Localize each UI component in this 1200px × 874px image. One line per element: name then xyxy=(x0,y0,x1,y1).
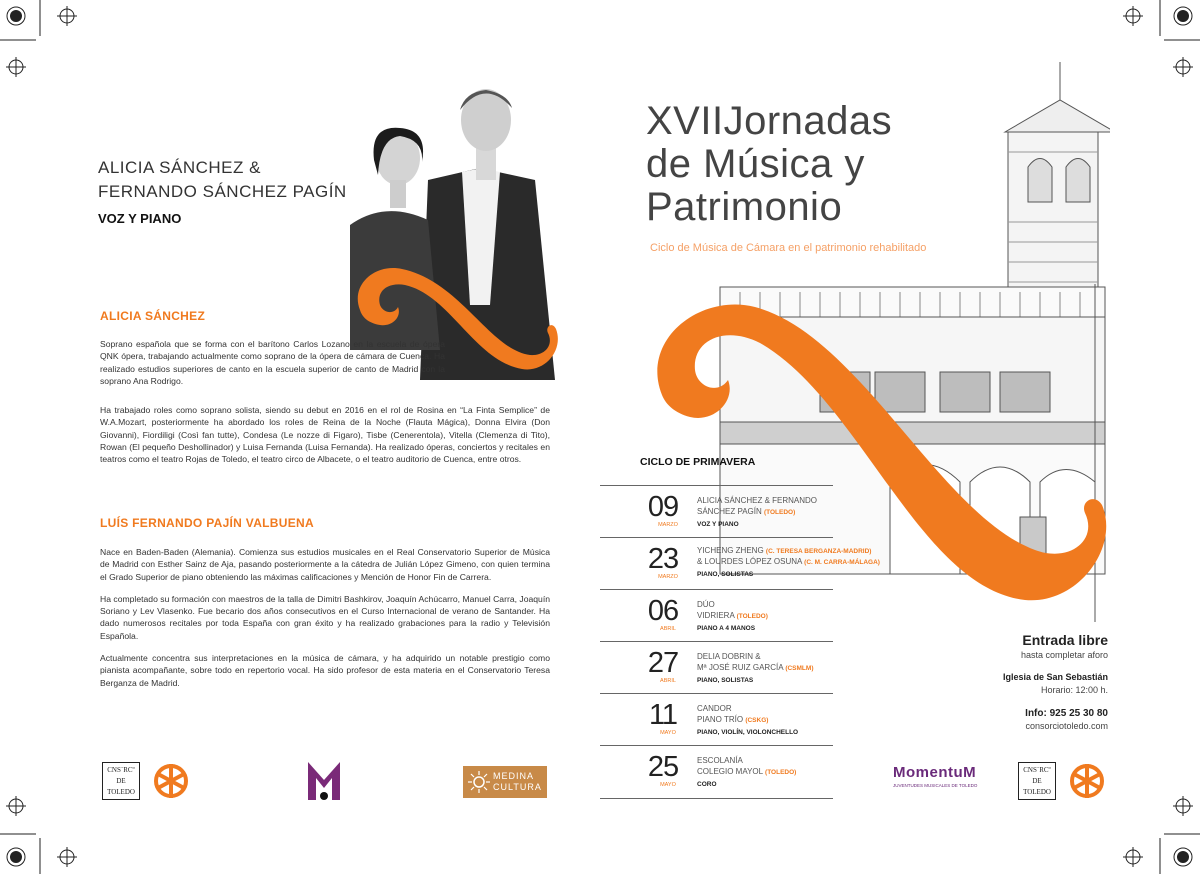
medina-cultura-logo xyxy=(463,766,547,798)
event-performer-line-2 xyxy=(697,556,880,568)
event-day: 06 xyxy=(647,595,679,627)
venue: Iglesia de San Sebastián xyxy=(1002,672,1108,682)
event-instrument: PIANO, SOLISTAS xyxy=(697,571,754,578)
event-performer-name: VIDRIERA xyxy=(697,611,735,620)
momentum-logo-subtext: JUVENTUDES MUSICALES DE TOLEDO xyxy=(893,783,978,788)
event-performer-line-2 xyxy=(697,766,796,778)
event-performer-line-1: CANDOR xyxy=(697,704,732,713)
bio-alicia-part2 xyxy=(100,404,550,475)
event-instrument: PIANO, SOLISTAS xyxy=(697,677,754,684)
cycle-title: CICLO DE PRIMAVERA xyxy=(640,456,756,468)
bio-luis-p1: Nace en Baden-Baden (Alemania). Comienza sus estudios musicales en el Real Conservatorio Superior de Música de Madrid con Esther Sainz de Aja, pasando posteriormente a la cátedra de Julián López Gimeno, con quien termina el Grado Superior de piano obteniendo las máximas calificaciones y Mención de Honor Fin de Carrera. xyxy=(100,547,550,582)
event-origin: (TOLEDO) xyxy=(736,613,768,620)
knot-emblem-icon-left xyxy=(150,760,192,802)
event-instrument: PIANO A 4 MANOS xyxy=(697,625,756,632)
event-origin: (TOLEDO) xyxy=(763,509,796,516)
event-performer-line-2 xyxy=(697,714,768,726)
performers-line-1: ALICIA SÁNCHEZ & xyxy=(98,158,261,177)
event-instrument: VOZ Y PIANO xyxy=(697,521,739,528)
event-performer-line-2 xyxy=(697,610,768,622)
event-instrument: PIANO, VIOLÍN, VIOLONCHELLO xyxy=(697,729,799,736)
event-performer-name: COLEGIO MAYOL xyxy=(697,767,763,776)
event-day: 23 xyxy=(647,543,679,575)
performers-line-2: FERNANDO SÁNCHEZ PAGÍN xyxy=(98,182,347,201)
performers-title xyxy=(98,156,347,204)
festival-title xyxy=(646,100,892,229)
event-month: ABRIL xyxy=(660,626,676,632)
festival-title-line-2: de Música y xyxy=(646,142,865,186)
event-performer-name: Mª JOSÉ RUIZ GARCÍA xyxy=(697,663,784,672)
event-origin: (C. M. CARRA-MÁLAGA) xyxy=(804,559,880,566)
event-performer-name: SÁNCHEZ PAGÍN xyxy=(697,507,762,516)
knot-emblem-icon-right xyxy=(1066,760,1108,802)
event-performer-line-2 xyxy=(697,506,795,518)
event-performer-line-1: ALICIA SÁNCHEZ & FERNANDO xyxy=(697,496,818,505)
event-day: 27 xyxy=(647,647,679,679)
festival-title-line-1: XVIIJornadas xyxy=(646,99,893,143)
consorcio-logo-text-2: DE xyxy=(116,777,126,785)
event-day: 09 xyxy=(647,491,679,523)
consorcio-logo-text-1: CNS´RCº xyxy=(107,766,135,774)
event-origin: (CSMLM) xyxy=(785,665,814,672)
festival-title-line-3: Patrimonio xyxy=(646,185,843,229)
bio-alicia-part1 xyxy=(100,338,445,397)
event-month: ABRIL xyxy=(660,678,676,684)
event-month: MAYO xyxy=(660,730,676,736)
consorcio-logo-text-1: CNS´RCº xyxy=(1023,766,1051,774)
event-performer-name: & LOURDES LÓPEZ OSUNA xyxy=(697,557,802,566)
event-origin: (TOLEDO) xyxy=(765,769,797,776)
entrance-free: Entrada libre xyxy=(1022,632,1108,648)
performance-subtitle: VOZ Y PIANO xyxy=(98,211,182,226)
bio-luis-p2: Ha completado su formación con maestros de la talla de Dimitri Bashkirov, Joaquín Achúcarro, Manuel Carra, Joaquín Soriano y Lev Vlasenko. Fue becario dos años consecutivos en el Curso Internacional de verano de Santander. Ha dado numerosos recitales por toda España con gran éxito y ha realizado grabaciones para la radio y Televisión Española. xyxy=(100,593,550,641)
event-performer-name: YICHENG ZHENG xyxy=(697,546,764,555)
event-performer-line-2 xyxy=(697,662,814,674)
consorcio-logo-text-2: DE xyxy=(1032,777,1042,785)
medina-logo-text-2: CULTURA xyxy=(493,782,542,792)
event-performer-name: PIANO TRÍO xyxy=(697,715,744,724)
bio-title-luis: LUÍS FERNANDO PAJÍN VALBUENA xyxy=(100,516,314,530)
event-performer-line-1: DELIA DOBRIN & xyxy=(697,652,761,661)
info-phone: Info: 925 25 30 80 xyxy=(1025,708,1108,719)
bio-title-alicia: ALICIA SÁNCHEZ xyxy=(100,309,206,323)
event-day: 11 xyxy=(648,699,678,731)
capacity-note: hasta completar aforo xyxy=(1020,650,1108,660)
bio-luis xyxy=(100,546,550,699)
event-item xyxy=(600,537,880,590)
m-logo-icon xyxy=(306,758,342,802)
medina-logo-text-1: MEDINA xyxy=(493,771,535,781)
consorcio-logo-text-3: TOLEDO xyxy=(1023,788,1051,796)
bio-alicia-p2: Ha trabajado roles como soprano solista, siendo su debut en 2016 en el rol de Rosina en “La Finta Semplice” de W.A.Mozart, posteriormente ha abordado los roles de Reina de la Noche (Flauta Mágica), Donna Elvira (Don Giovanni), Fiordiligi (Così fan tutte), Condesa (Le nozze di Figaro), Tisbe (Cenerentola), Vitella (Clemenza di Tito), Rowan (El pequeño Deshollinador) y Luisa Fernanda (Luisa Fernanda). Ha realizado óperas, conciertos y recitales en teatros como el teatro Rojas de Toledo, el teatro circo de Albacete, o el teatro auditorio de Cuenca, entre otros. xyxy=(100,405,550,465)
event-instrument: CORO xyxy=(697,781,717,788)
schedule: Horario: 12:00 h. xyxy=(1040,685,1108,695)
event-performer-line-1: DÚO xyxy=(697,600,715,609)
sun-icon xyxy=(468,771,490,793)
bio-luis-p3: Actualmente concentra sus interpretaciones en la música de cámara, y ha adquirido un notable prestigio como pianista acompañante, sobre todo en repertorio vocal. Ha sido profesor de esta materia en el Conservatorio Teresa Berganza de Madrid. xyxy=(100,653,550,688)
consorcio-logo-text-3: TOLEDO xyxy=(107,788,135,796)
event-month: MARZO xyxy=(658,574,678,580)
momentum-logo xyxy=(893,764,983,788)
event-item xyxy=(600,485,833,538)
event-month: MARZO xyxy=(658,522,678,528)
consorcio-logo-right xyxy=(1018,762,1056,800)
event-origin: (CSKG) xyxy=(745,717,769,724)
event-item xyxy=(600,745,833,799)
event-item xyxy=(600,589,833,642)
event-month: MAYO xyxy=(660,782,676,788)
festival-tagline: Ciclo de Música de Cámara en el patrimonio rehabilitado xyxy=(650,242,927,254)
event-day: 25 xyxy=(647,751,679,783)
event-item xyxy=(600,693,833,746)
event-item xyxy=(600,641,833,694)
event-origin: (C. TERESA BERGANZA-MADRID) xyxy=(765,548,872,555)
event-performer-line-1: ESCOLANÍA xyxy=(697,756,743,765)
bio-alicia-p1: Soprano española que se forma con el barítono Carlos Lozano en la escuela de ópera QNK ópera, trabajando actualmente como soprano de la ópera de cámara de Cuenca. Ha realizado estudios superiores de canto en la escuela superior de canto de Madrid con la soprano Ana Rodrigo. xyxy=(100,339,445,386)
momentum-logo-text: MomentuM xyxy=(893,764,977,781)
consorcio-logo-left xyxy=(102,762,140,800)
website-link[interactable]: consorciotoledo.com xyxy=(1025,721,1108,731)
